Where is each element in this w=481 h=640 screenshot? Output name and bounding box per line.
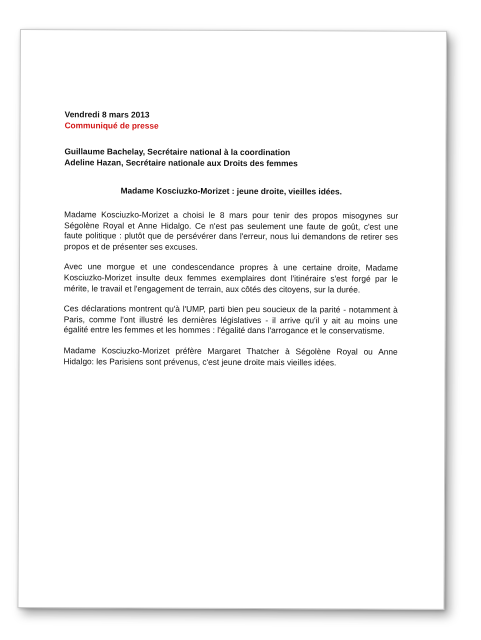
body-paragraph: Madame Kosciuzko-Morizet a choisi le 8 mars pour tenir des propos misogynes sur Ségolène Royal et Anne Hidalgo. Ce n'est pas seulement une faute de goût, c'est une faute politique : plutôt que de persévérer dans l'erreur, nous lui demandons de retirer ses propos et de présenter ses excuses. bbox=[64, 209, 399, 252]
document-type-label: Communiqué de presse bbox=[64, 119, 159, 131]
document-content bbox=[64, 109, 399, 368]
document-page bbox=[17, 29, 447, 610]
body-paragraph: Ces déclarations montrent qu'à l'UMP, parti bien peu soucieux de la parité - notamment à Paris, comme l'ont illustré les dernières législatives - il arrive qu'il y ait au moins une égalité entre les femmes et les hommes : l'égalité dans l'arrogance et le conservatisme. bbox=[63, 303, 398, 336]
author-line: Guillaume Bachelay, Secrétaire national à la coordination bbox=[64, 146, 291, 158]
author-line: Adeline Hazan, Secrétaire nationale aux Droits des femmes bbox=[64, 156, 298, 168]
body-paragraph: Madame Kosciuzko-Morizet préfère Margaret Thatcher à Ségolène Royal ou Anne Hidalgo: les Parisiens sont prévenus, c'est jeune droite mais vieilles idées. bbox=[63, 345, 398, 367]
authors-block bbox=[64, 146, 398, 169]
body-paragraph: Avec une morgue et une condescendance propres à une certaine droite, Madame Kosciuzko-Morizet insulte deux femmes exemplaires dont l'itinéraire s'est forgé par le mérite, le travail et l'engagement de terrain, aux côtés des citoyens, sur la durée. bbox=[63, 261, 398, 295]
document-date: Vendredi 8 mars 2013 bbox=[64, 109, 150, 120]
document-title: Madame Kosciuzko-Morizet : jeune droite, vieilles idées. bbox=[120, 185, 342, 197]
